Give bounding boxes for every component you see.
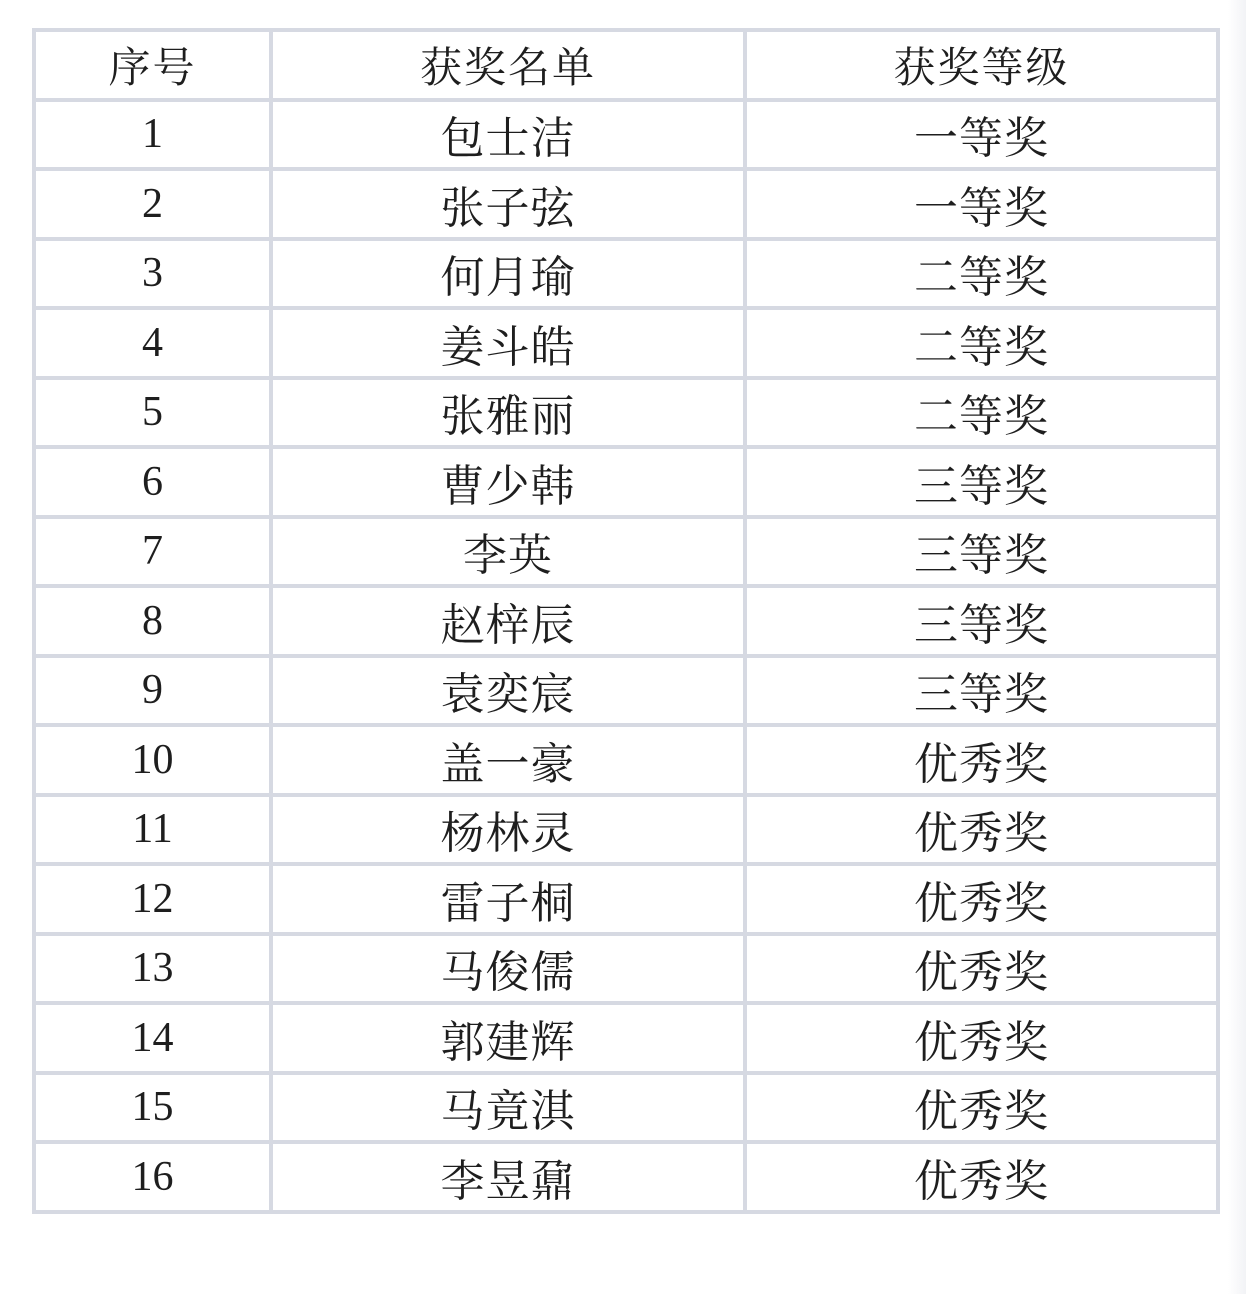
award-level-cell: 三等奖 xyxy=(745,586,1218,656)
award-level-cell: 三等奖 xyxy=(745,656,1218,726)
table-row xyxy=(34,447,1218,517)
serial-number-cell: 16 xyxy=(34,1142,271,1212)
table-row xyxy=(34,586,1218,656)
header-serial-number: 序号 xyxy=(34,30,271,100)
table-row xyxy=(34,725,1218,795)
winner-name-cell: 雷子桐 xyxy=(271,864,745,934)
winner-name-cell: 郭建辉 xyxy=(271,1003,745,1073)
award-level-cell: 优秀奖 xyxy=(745,1073,1218,1143)
table-row xyxy=(34,864,1218,934)
table-body xyxy=(34,100,1218,1212)
winner-name-cell: 马俊儒 xyxy=(271,934,745,1004)
award-level-cell: 优秀奖 xyxy=(745,725,1218,795)
serial-number-cell: 14 xyxy=(34,1003,271,1073)
serial-number-cell: 6 xyxy=(34,447,271,517)
award-level-cell: 二等奖 xyxy=(745,308,1218,378)
winner-name-cell: 李英 xyxy=(271,517,745,587)
serial-number-cell: 1 xyxy=(34,100,271,170)
serial-number-cell: 7 xyxy=(34,517,271,587)
winner-name-cell: 曹少韩 xyxy=(271,447,745,517)
winner-name-cell: 马竟淇 xyxy=(271,1073,745,1143)
winner-name-cell: 杨林灵 xyxy=(271,795,745,865)
table-row xyxy=(34,378,1218,448)
table-row xyxy=(34,795,1218,865)
serial-number-cell: 2 xyxy=(34,169,271,239)
header-award-level: 获奖等级 xyxy=(745,30,1218,100)
table-row xyxy=(34,100,1218,170)
serial-number-cell: 11 xyxy=(34,795,271,865)
winner-name-cell: 张子弦 xyxy=(271,169,745,239)
award-level-cell: 优秀奖 xyxy=(745,1142,1218,1212)
serial-number-cell: 5 xyxy=(34,378,271,448)
winner-name-cell: 包士洁 xyxy=(271,100,745,170)
award-level-cell: 二等奖 xyxy=(745,378,1218,448)
serial-number-cell: 13 xyxy=(34,934,271,1004)
table-row xyxy=(34,308,1218,378)
serial-number-cell: 4 xyxy=(34,308,271,378)
winner-name-cell: 袁奕宸 xyxy=(271,656,745,726)
award-level-cell: 优秀奖 xyxy=(745,795,1218,865)
serial-number-cell: 15 xyxy=(34,1073,271,1143)
header-winner-name: 获奖名单 xyxy=(271,30,745,100)
table-row xyxy=(34,934,1218,1004)
award-level-cell: 三等奖 xyxy=(745,447,1218,517)
table-row xyxy=(34,656,1218,726)
header-row xyxy=(34,30,1218,100)
award-level-cell: 优秀奖 xyxy=(745,1003,1218,1073)
table-header xyxy=(34,30,1218,100)
serial-number-cell: 10 xyxy=(34,725,271,795)
award-level-cell: 优秀奖 xyxy=(745,934,1218,1004)
serial-number-cell: 3 xyxy=(34,239,271,309)
winner-name-cell: 盖一豪 xyxy=(271,725,745,795)
table-row xyxy=(34,239,1218,309)
award-level-cell: 一等奖 xyxy=(745,169,1218,239)
serial-number-cell: 8 xyxy=(34,586,271,656)
table-row xyxy=(34,1003,1218,1073)
table-row xyxy=(34,1142,1218,1212)
winner-name-cell: 何月瑜 xyxy=(271,239,745,309)
winner-name-cell: 李昱鼐 xyxy=(271,1142,745,1212)
serial-number-cell: 9 xyxy=(34,656,271,726)
award-level-cell: 优秀奖 xyxy=(745,864,1218,934)
award-table xyxy=(32,28,1220,1214)
serial-number-cell: 12 xyxy=(34,864,271,934)
award-level-cell: 二等奖 xyxy=(745,239,1218,309)
award-level-cell: 一等奖 xyxy=(745,100,1218,170)
winner-name-cell: 张雅丽 xyxy=(271,378,745,448)
award-table-container xyxy=(32,28,1220,1214)
table-row xyxy=(34,1073,1218,1143)
table-row xyxy=(34,517,1218,587)
award-level-cell: 三等奖 xyxy=(745,517,1218,587)
winner-name-cell: 姜斗皓 xyxy=(271,308,745,378)
table-row xyxy=(34,169,1218,239)
page-edge-shadow xyxy=(1228,0,1246,1294)
winner-name-cell: 赵梓辰 xyxy=(271,586,745,656)
